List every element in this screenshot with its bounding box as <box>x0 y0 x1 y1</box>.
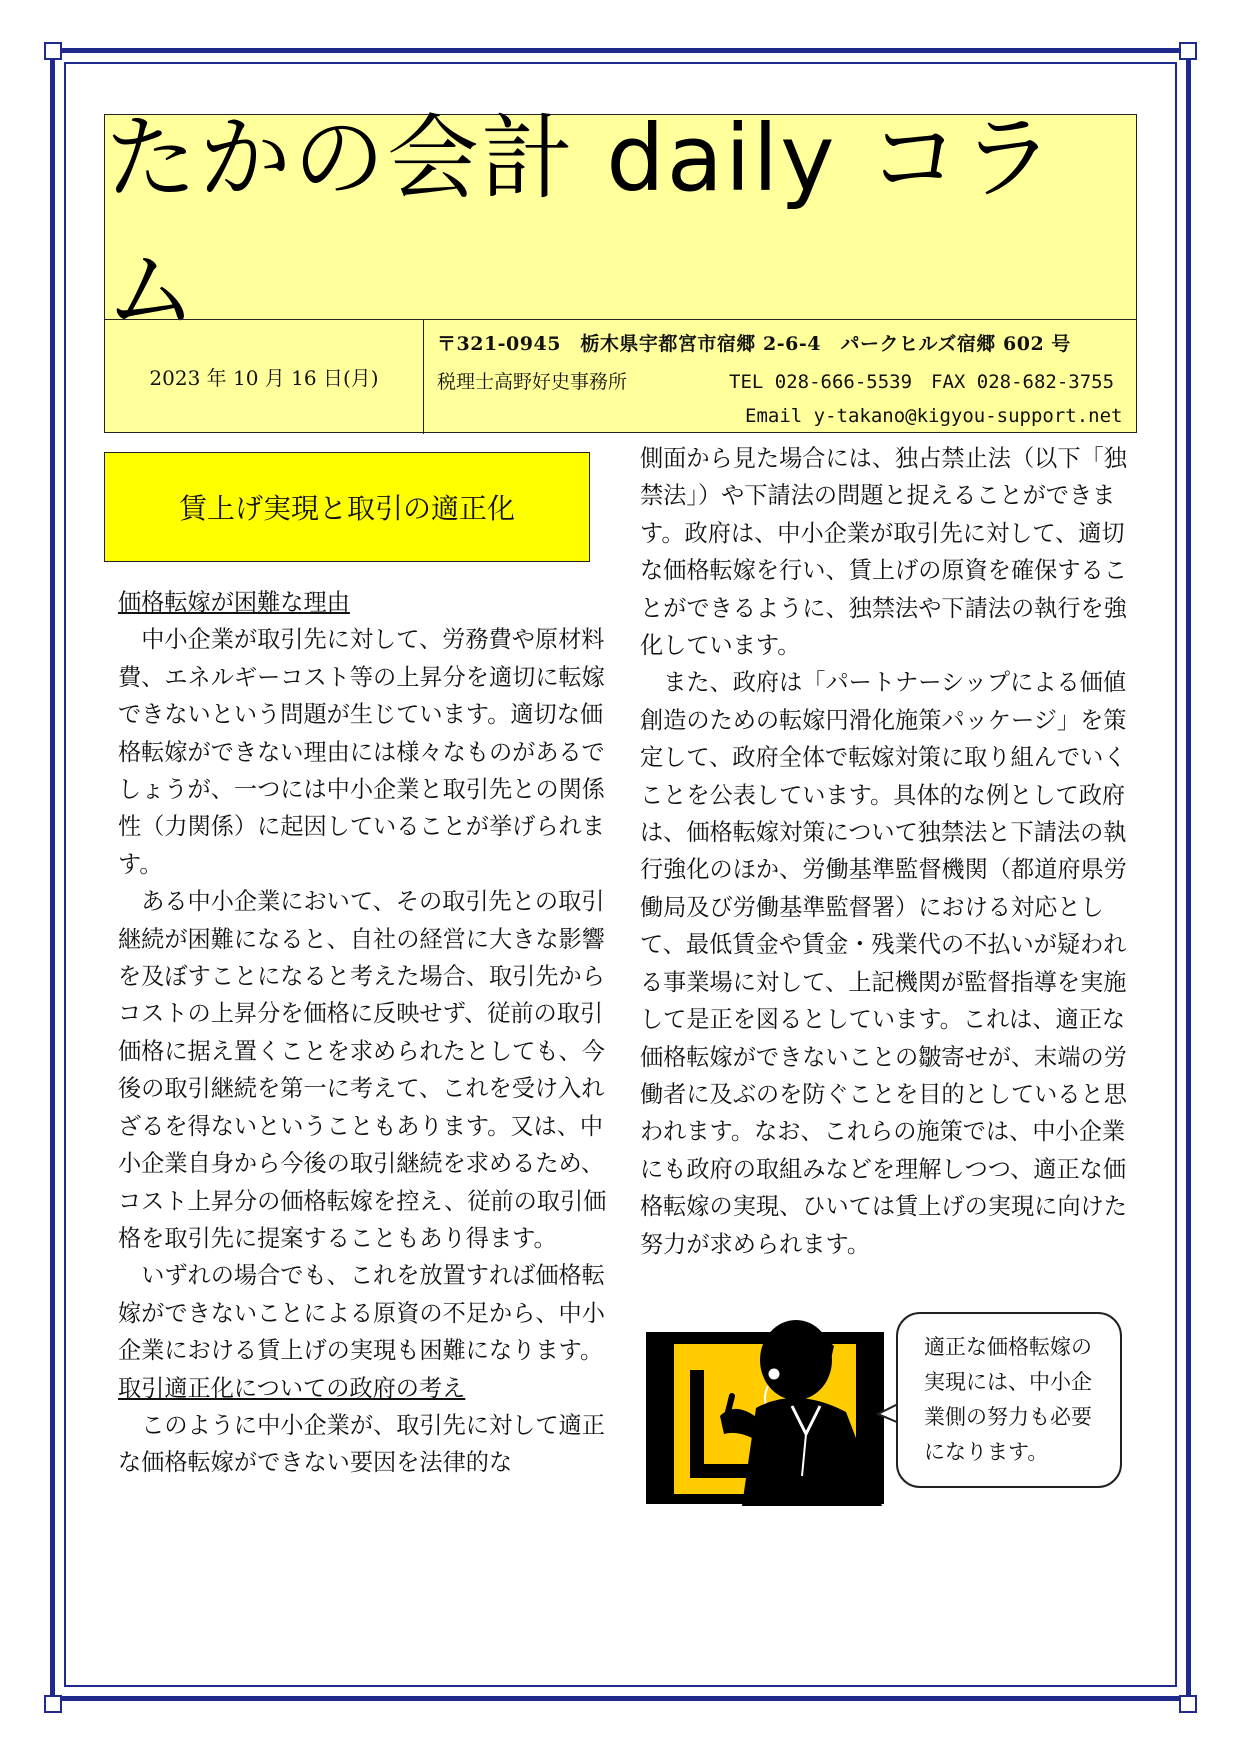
businessman-illustration <box>646 1316 901 1506</box>
paragraph: いずれの場合でも、これを放置すれば価格転嫁ができないことによる原資の不足から、中小企業における賃上げの実現も困難になります。 <box>118 1262 605 1365</box>
left-column <box>118 584 608 1482</box>
tel-fax: TEL 028-666-5539 FAX 028-682-3755 <box>729 371 1115 393</box>
speech-bubble: 適正な価格転嫁の実現には、中小企業側の努力も必要になります。 <box>896 1312 1122 1488</box>
paragraph: 側面から見た場合には、独占禁止法（以下「独禁法」）や下請法の問題と捉えることができます。政府は、中小企業が取引先に対して、適切な価格転嫁を行い、賃上げの原資を確保することができるように、独禁法や下請法の執行を強化しています。 <box>640 445 1127 660</box>
border-corner <box>44 42 62 60</box>
office-name: 税理士高野好史事務所 <box>437 371 628 393</box>
page-title: たかの会計 daily コラム <box>105 105 1056 344</box>
right-column <box>640 440 1130 1263</box>
border-corner <box>1179 42 1197 60</box>
paragraph: このように中小企業が、取引先に対して適正な価格転嫁ができない要因を法律的な <box>118 1411 605 1477</box>
section-heading: 取引適正化についての政府の考え <box>118 1374 466 1402</box>
article-subject: 賃上げ実現と取引の適正化 <box>104 452 590 562</box>
header-vertical-divider <box>423 319 424 434</box>
header-box <box>104 105 1137 433</box>
section-heading: 価格転嫁が困難な理由 <box>118 589 350 616</box>
border-corner <box>44 1695 62 1713</box>
paragraph: また、政府は「パートナーシップによる価値創造のための転嫁円滑化施策パッケージ」を策定して、政府全体で転嫁対策に取り組んでいくことを公表しています。具体的な例として政府は、価格転嫁対策について独禁法と下請法の執行強化のほか、労働基準監督機関（都道府県労働局及び労働基準監督署）における対応として、最低賃金や賃金・残業代の不払いが疑われる事業場に対して、上記機関が監督指導を実施して是正を図るとしています。これは、適正な価格転嫁ができないことの皺寄せが、末端の労働者に及ぶのを防ぐことを目的としていると思われます。なお、これらの施策では、中小企業にも政府の取組みなどを理解しつつ、適正な価格転嫁の実現、ひいては賃上げの実現に向けた努力が求められます。 <box>640 669 1127 1258</box>
paragraph: ある中小企業において、その取引先との取引継続が困難になると、自社の経営に大きな影響を及ぼすことになると考えた場合、取引先からコストの上昇分を価格に反映せず、従前の取引価格に据え置くことを求められたとしても、今後の取引継続を第一に考えて、これを受け入れざるを得ないということもあります。又は、中小企業自身から今後の取引継続を求めるため、コスト上昇分の価格転嫁を控え、従前の取引価格を取引先に提案することもあり得ます。 <box>118 888 607 1252</box>
issue-date: 2023 年 10 月 16 日(月) <box>149 366 379 390</box>
paragraph: 中小企業が取引先に対して、労務費や原材料費、エネルギーコスト等の上昇分を適切に転嫁できないという問題が生じています。適切な価格転嫁ができない理由には様々なものがあるでしょうが、一つには中小企業と取引先との関係性（力関係）に起因していることが挙げられます。 <box>118 626 605 878</box>
email-address: Email y-takano@kigyou-support.net <box>745 405 1123 427</box>
office-address: 〒321-0945 栃木県宇都宮市宿郷 2-6-4 パークヒルズ宿郷 602 号 <box>437 333 1071 355</box>
border-corner <box>1179 1695 1197 1713</box>
